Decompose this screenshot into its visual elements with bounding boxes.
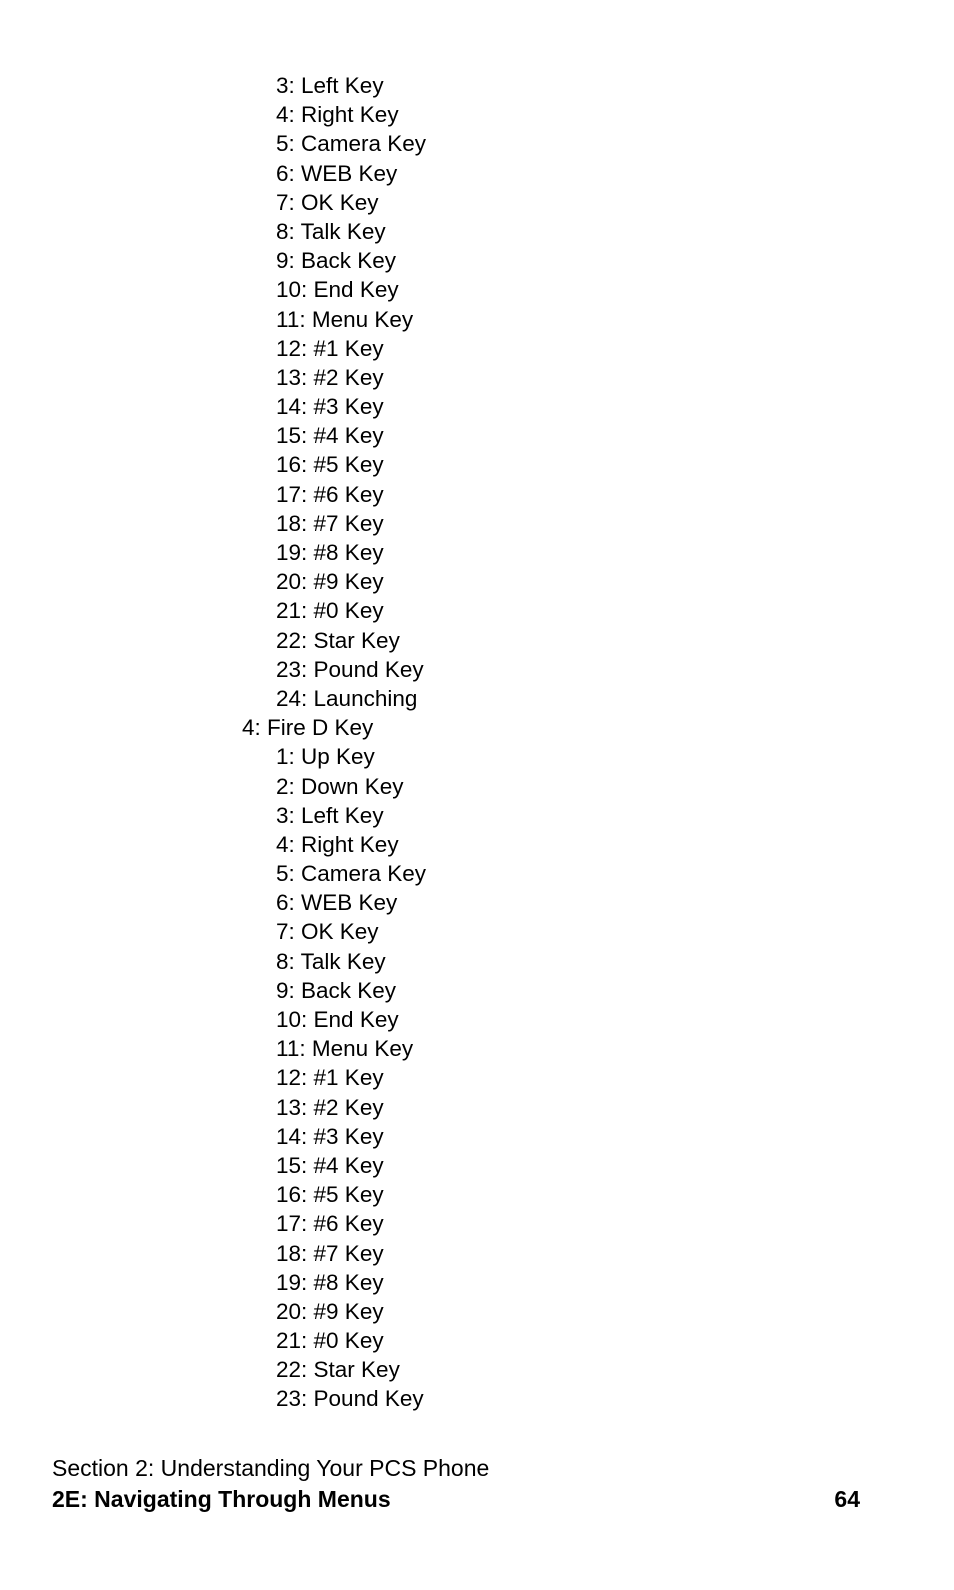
- menu-subitem: 19: #8 Key: [276, 1269, 384, 1295]
- menu-subitem: 20: #9 Key: [276, 569, 384, 595]
- menu-subitem: 12: #1 Key: [276, 335, 384, 361]
- menu-subitem: 24: Launching: [276, 685, 418, 711]
- menu-subitem: 9: Back Key: [276, 977, 397, 1003]
- menu-subitem: 8: Talk Key: [276, 948, 386, 974]
- menu-subitem: 16: #5 Key: [276, 1182, 384, 1208]
- footer-section-title: Section 2: Understanding Your PCS Phone: [52, 1455, 490, 1481]
- menu-subitem: 3: Left Key: [276, 73, 384, 98]
- menu-subitem: 3: Left Key: [276, 802, 384, 828]
- menu-subitem: 5: Camera Key: [276, 861, 427, 887]
- menu-subitem: 6: WEB Key: [276, 890, 398, 916]
- menu-subitem: 21: #0 Key: [276, 1328, 384, 1354]
- menu-subitem: 7: OK Key: [276, 919, 379, 945]
- menu-subitem: 13: #2 Key: [276, 1094, 384, 1120]
- menu-subitem: 23: Pound Key: [276, 656, 424, 682]
- menu-subitem: 7: OK Key: [276, 189, 379, 215]
- menu-subitem: 4: Right Key: [276, 831, 399, 857]
- menu-subitem: 22: Star Key: [276, 1357, 400, 1383]
- menu-subitem: 15: #4 Key: [276, 423, 384, 449]
- menu-subitem: 19: #8 Key: [276, 540, 384, 565]
- menu-subitem: 20: #9 Key: [276, 1298, 384, 1324]
- menu-subitem: 14: #3 Key: [276, 394, 384, 420]
- menu-group-item: 4: Fire D Key: [242, 715, 374, 741]
- menu-subitem: 9: Back Key: [276, 248, 397, 274]
- menu-subitem: 10: End Key: [276, 1007, 399, 1032]
- menu-subitem: 15: #4 Key: [276, 1152, 384, 1178]
- menu-subitem: 18: #7 Key: [276, 1240, 384, 1266]
- menu-subitem: 4: Right Key: [276, 102, 399, 128]
- menu-subitem: 6: WEB Key: [276, 160, 398, 186]
- menu-subitem: 16: #5 Key: [276, 452, 384, 478]
- menu-subitem: 10: End Key: [276, 277, 399, 303]
- menu-subitem: 12: #1 Key: [276, 1065, 384, 1091]
- menu-subitem: 14: #3 Key: [276, 1123, 384, 1149]
- footer-chapter-title: 2E: Navigating Through Menus: [52, 1486, 391, 1512]
- menu-outline-list: [0, 71, 954, 1414]
- menu-subitem: 11: Menu Key: [276, 1036, 414, 1062]
- menu-subitem: 1: Up Key: [276, 744, 375, 770]
- menu-subitem: 22: Star Key: [276, 627, 400, 653]
- menu-subitem: 17: #6 Key: [276, 1211, 384, 1237]
- menu-subitem: 13: #2 Key: [276, 364, 384, 390]
- menu-subitem: 23: Pound Key: [276, 1386, 424, 1412]
- menu-subitem: 5: Camera Key: [276, 131, 427, 157]
- menu-subitem: 21: #0 Key: [276, 598, 384, 624]
- menu-subitem: 18: #7 Key: [276, 510, 384, 536]
- page-number: 64: [834, 1486, 860, 1512]
- menu-subitem: 8: Talk Key: [276, 218, 386, 244]
- menu-subitem: 2: Down Key: [276, 773, 404, 799]
- menu-subitem: 11: Menu Key: [276, 306, 414, 332]
- menu-subitem: 17: #6 Key: [276, 481, 384, 507]
